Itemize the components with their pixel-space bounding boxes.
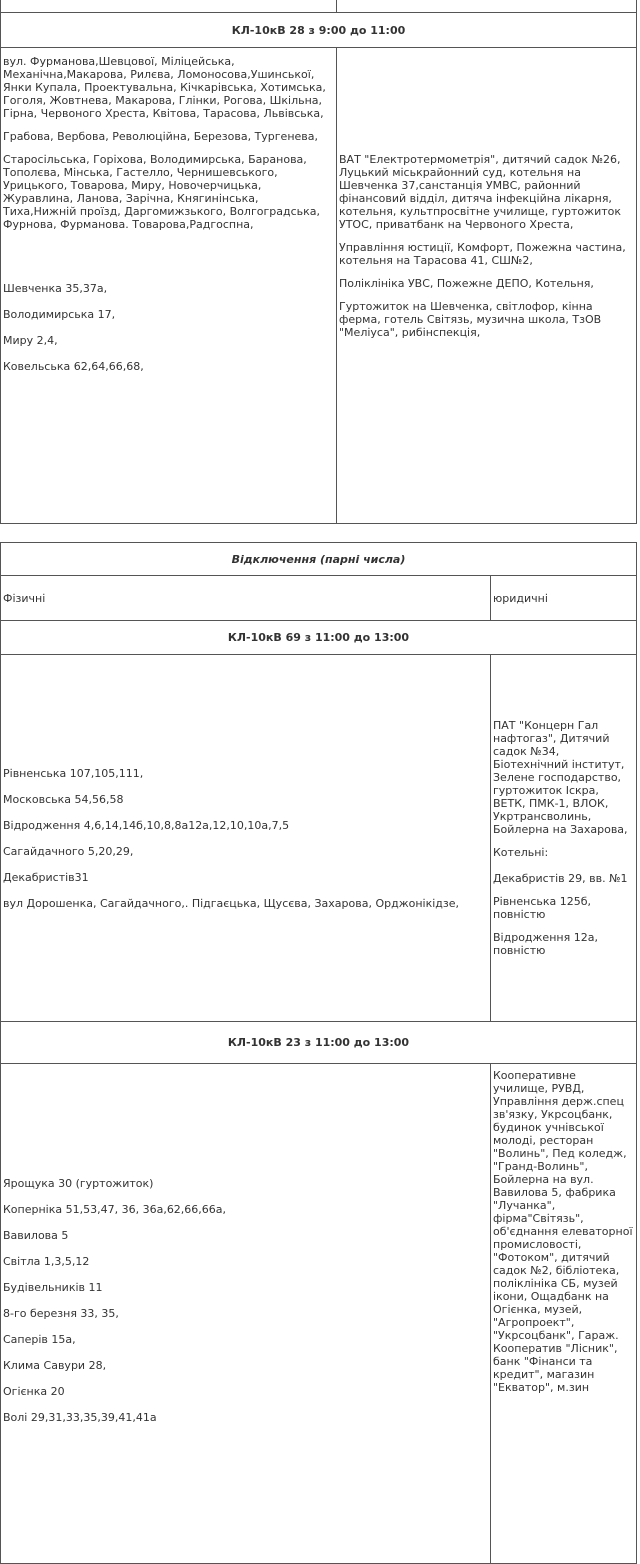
org-paragraph-1: ВАТ "Електротермометрія", дитячий садок №26, Луцький міськрайонний суд, котельня на Шевченка 37,санстанція УМВС, районний фінансовий відділ, дитяча інфекційна лікарня, котельня, культпросвітне училище, гуртожиток УТОС, приватбанк на Червоного Хреста, [339,153,622,231]
section-header-row [1,1022,637,1064]
org-paragraph-5: Відродження 12а, повністю [493,931,598,957]
organizations-cell [337,48,637,524]
org-paragraph-3: Декабристів 29, вв. №1 [493,872,628,885]
org-paragraph-2: Котельні: [493,846,549,859]
column-header-individuals: Фізичні [1,576,491,621]
address-4: Сагайдачного 5,20,29, [3,844,134,858]
section-header-row [1,13,637,48]
address-3: Відродження 4,6,14,14б,10,8,8а12а,12,10,10а,7,5 [3,818,290,832]
address-3: Вавилова 5 [3,1229,69,1242]
address-3: Миру 2,4, [3,334,58,347]
address-2: Коперніка 51,53,47, 36, 36а,62,66,66а, [3,1203,227,1216]
address-2: Московська 54,56,58 [3,792,124,806]
households-cell [1,655,491,1022]
address-5: Декабристів31 [3,870,89,884]
households-cell [1,1064,491,1564]
line-header-kl28: КЛ-10кВ 28 з 9:00 до 11:00 [1,13,637,48]
org-paragraph-1: ПАТ "Концерн Гал нафтогаз", Дитячий садок №34, Біотехнічний інститут, Зелене господарство, гуртожиток Іскра, ВЕТК, ПМК-1, ВЛОК, Укртрансволинь, Бойлерна на Захарова, [493,719,628,836]
address-6: вул Дорошенка, Сагайдачного,. Підгаєцька, Щусєва, Захарова, Орджонікідзе, [3,896,460,910]
organizations-cell [491,1064,637,1564]
address-2: Володимирська 17, [3,308,116,321]
line-header-kl69: КЛ-10кВ 69 з 11:00 до 13:00 [1,621,637,655]
address-5: Будівельників 11 [3,1281,103,1294]
line-header-kl23: КЛ-10кВ 23 з 11:00 до 13:00 [1,1022,637,1064]
address-1: Ярощука 30 (гуртожиток) [3,1177,154,1190]
column-header-legal: юридичні [491,576,637,621]
stub-cell-left [1,0,337,13]
address-1: Рівненська 107,105,111, [3,766,144,780]
street-group-3: Старосільська, Горіхова, Володимирська, Баранова, Тополєва, Мінська, Гастелло, Чернишевського, Урицького, Товарова, Миру, Новочерчицька, Журавлина, Ланова, Зарічна, Княгинінська, Тиха,Нижній проїзд, Даргомижзького, Волгоградська, Фурнова, Фурманова. Товарова,Радгоспна, [3,153,320,231]
address-4: Світла 1,3,5,12 [3,1255,90,1268]
outage-table-even-days [0,542,637,1564]
organizations-cell [491,655,637,1022]
section-body-row [1,1064,637,1564]
households-cell [1,48,337,524]
address-9: Огієнка 20 [3,1385,65,1398]
org-paragraph-4: Гуртожиток на Шевченка, світлофор, кінна ферма, готель Світязь, музична школа, ТзОВ "Меліуса", рибінспекція, [339,300,602,339]
address-1: Шевченка 35,37а, [3,282,108,295]
address-10: Волі 29,31,33,35,39,41,41а [3,1411,157,1424]
section-body-row [1,48,637,524]
outage-table-block1 [0,0,637,524]
address-6: 8-го березня 33, 35, [3,1307,119,1320]
org-paragraph-2: Управління юстиції, Комфорт, Пожежна частина, котельня на Тарасова 41, СШ№2, [339,241,626,267]
org-paragraph-3: Поліклініка УВС, Пожежне ДЕПО, Котельня, [339,277,594,290]
stub-cell-right [337,0,637,13]
column-header-row [1,576,637,621]
table-title: Відключення (парні числа) [1,543,637,576]
address-7: Саперів 15а, [3,1333,76,1346]
section-body-row [1,655,637,1022]
top-row-stub [1,0,637,13]
address-4: Ковельська 62,64,66,68, [3,360,144,373]
address-8: Клима Савури 28, [3,1359,107,1372]
street-group-2: Грабова, Вербова, Революційна, Березова, Тургенева, [3,130,319,143]
title-row [1,543,637,576]
section-header-row [1,621,637,655]
org-paragraph-4: Рівненська 125б, повністю [493,895,592,921]
street-group-1: вул. Фурманова,Шевцової, Міліцейська, Механічна,Макарова, Рилєва, Ломоносова,Ушинської, Янки Купала, Проектувальна, Кічкарівська, Хотимська, Гоголя, Жовтнева, Макарова, Глінки, Рогова, Шкільна, Гірна, Червоного Хреста, Квітова, Тарасова, Львівська, [3,55,326,120]
org-paragraph-1: Кооперативне училище, РУВД, Управління держ.спец зв'язку, Укрсоцбанк, будинок учнівської молоді, ресторан "Волинь", Пед коледж, "Гранд-Волинь", Бойлерна на вул. Вавилова 5, фабрика "Лучанка", фірма"Світязь", об'єднання елеваторної промисловості, "Фотоком", дитячий садок №2, бібліотека, поліклініка СБ, музей ікони, Ощадбанк на Огієнка, музей, "Агропроект", "Укрсоцбанк", Гараж. Кооператив "Лісник", банк "Фінанси та кредит", магазин "Екватор", м.зин [493,1069,633,1394]
